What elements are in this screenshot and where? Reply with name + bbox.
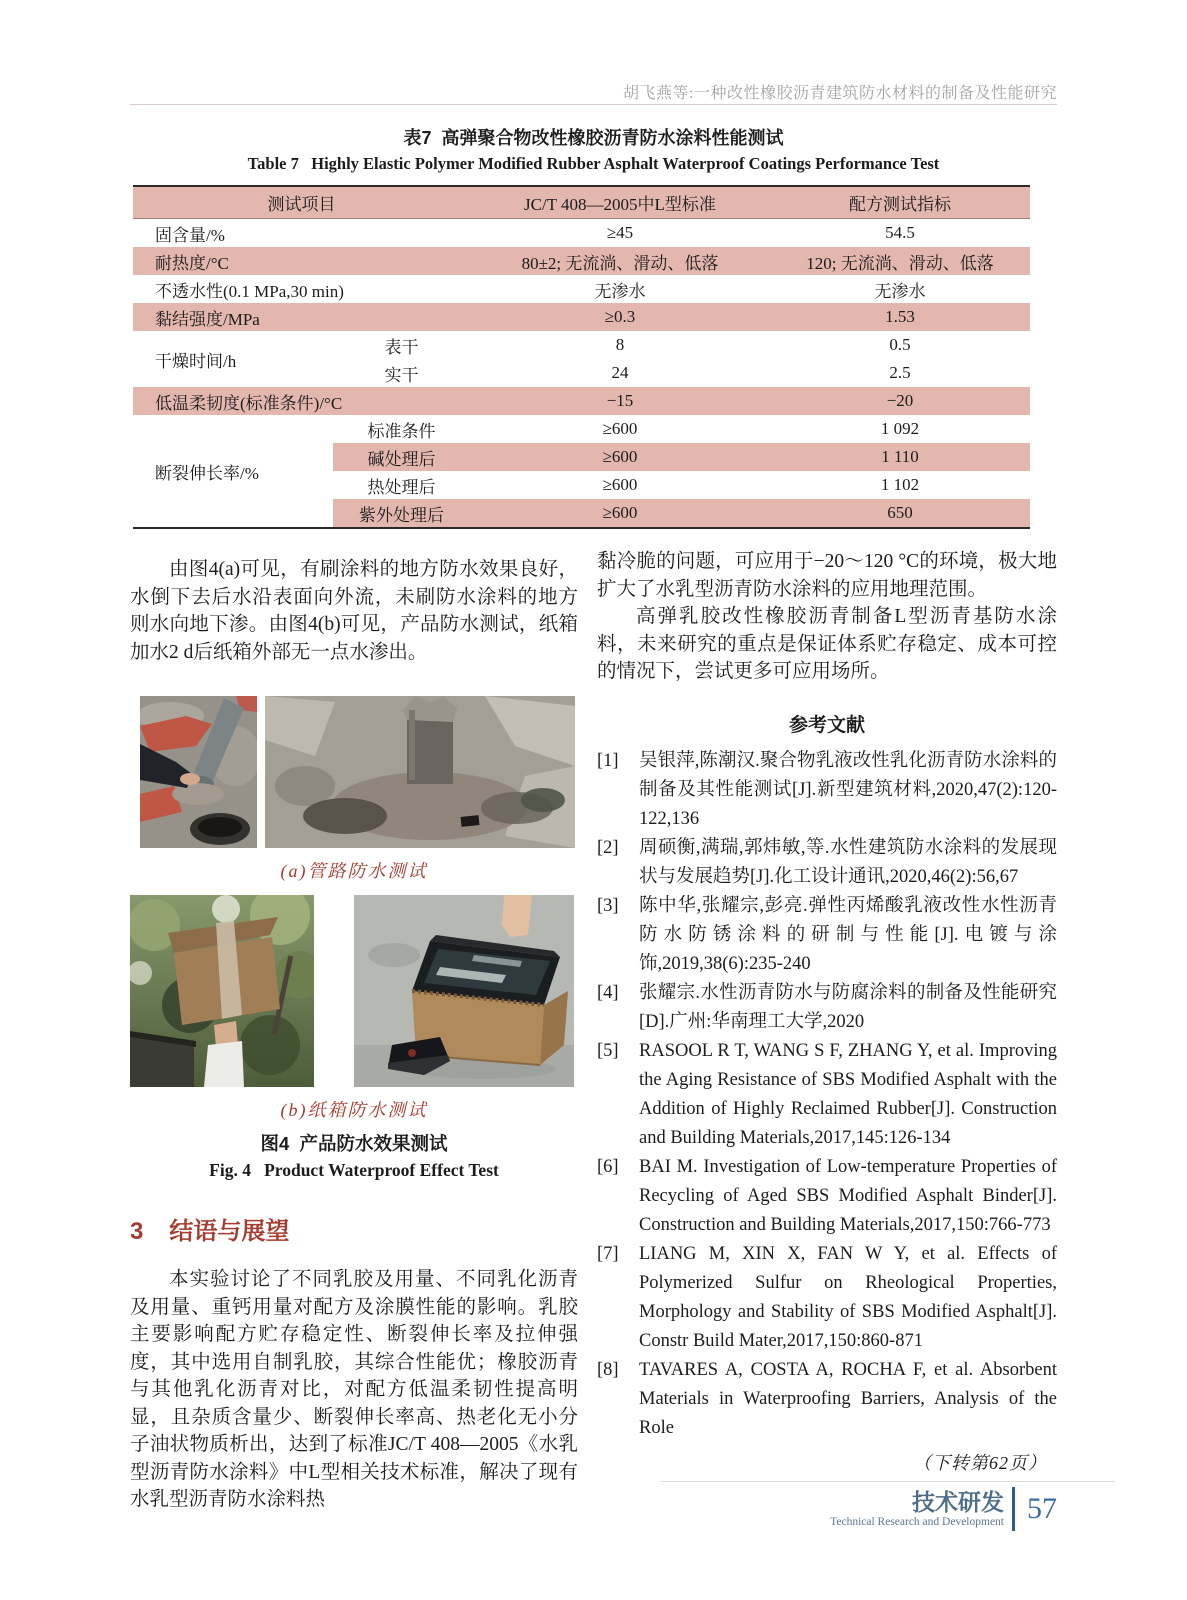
table-row: 断裂伸长率/% 标准条件 ≥600 1 092 xyxy=(155,419,920,483)
figure4-caption-en: Fig. 4 Product Waterproof Effect Test xyxy=(209,1160,499,1180)
reference-item xyxy=(597,1153,1057,1240)
photo-pipe-test-2 xyxy=(265,696,575,848)
table-header-row xyxy=(133,186,1030,219)
reference-marker: [5] xyxy=(597,1040,619,1061)
table-row: 低温柔韧度(标准条件)/°C −15 −20 xyxy=(133,387,1030,415)
right-column xyxy=(597,548,1057,1514)
col-header-item: 测试项目 xyxy=(133,186,470,219)
reference-item xyxy=(597,1240,1057,1356)
page-footer xyxy=(830,1487,1057,1531)
page-number: 57 xyxy=(1027,1492,1057,1525)
reference-marker: [6] xyxy=(597,1156,619,1177)
left-column xyxy=(130,548,578,1514)
reference-text: 吴银萍,陈潮汉.聚合物乳液改性乳化沥青防水涂料的制备及其性能测试[J].新型建筑材料,2020,47(2):120-122,136 xyxy=(639,750,1057,829)
reference-text: LIANG M, XIN X, FAN W Y, et al. Effects of Polymerized Sulfur on Rheological Properties, Morphology and Stability of SBS Modified Asphalt[J]. Constr Build Mater,2017,150:860-871 xyxy=(639,1243,1057,1351)
photo-box-test-2 xyxy=(354,895,574,1087)
footer-rule xyxy=(660,1481,1115,1482)
references-list xyxy=(597,747,1057,1443)
table-row: 耐热度/°C 80±2; 无流淌、滑动、低落 120; 无流淌、滑动、低落 xyxy=(133,247,1030,275)
running-head: 胡飞燕等:一种改性橡胶沥青建筑防水材料的制备及性能研究 xyxy=(623,85,1057,102)
reference-marker: [1] xyxy=(597,750,619,771)
header-rule xyxy=(130,104,1057,105)
footer-column-names xyxy=(830,1490,1004,1528)
continued-note: （下转第62页） xyxy=(913,1452,1047,1473)
caption-b: (b)纸箱防水测试 xyxy=(280,1100,428,1120)
section3-heading xyxy=(130,1211,578,1246)
reference-marker: [2] xyxy=(597,837,619,858)
body-paragraph: 由图4(a)可见，有刷涂料的地方防水效果良好，水倒下去后水沿表面向外流，未刷防水涂料的地方则水向地下渗。由图4(b)可见，产品防水测试，纸箱加水2 d后纸箱外部无一点水渗出。 xyxy=(130,559,578,663)
table-row: 固含量/% ≥45 54.5 xyxy=(155,223,915,245)
col-header-standard: JC/T 408—2005中L型标准 xyxy=(470,186,770,219)
reference-text: TAVARES A, COSTA A, ROCHA F, et al. Absorbent Materials in Waterproofing Barriers, Analysis of the Role xyxy=(639,1359,1057,1438)
figure4b-photos xyxy=(130,895,578,1087)
performance-table xyxy=(133,185,1030,529)
footer-divider-bar xyxy=(1012,1487,1015,1531)
reference-marker: [4] xyxy=(597,982,619,1003)
reference-item xyxy=(597,1356,1057,1443)
body-paragraph: 黏冷脆的问题，可应用于−20～120 °C的环境，极大地扩大了水乳型沥青防水涂料的应用地理范围。 xyxy=(597,551,1057,600)
figure4-caption-zh: 图4 产品防水效果测试 xyxy=(260,1133,448,1154)
table-row: 实干 24 2.5 xyxy=(384,363,911,385)
reference-marker: [7] xyxy=(597,1243,619,1264)
two-column-body xyxy=(130,548,1057,1514)
reference-item xyxy=(597,979,1057,1037)
section3-number: 3 xyxy=(130,1218,144,1245)
photo-pipe-test-1 xyxy=(140,696,257,848)
table-row: 碱处理后 ≥600 1 110 xyxy=(133,443,1030,471)
reference-marker: [3] xyxy=(597,895,619,916)
reference-text: RASOOL R T, WANG S F, ZHANG Y, et al. Improving the Aging Resistance of SBS Modified Asphalt with the Addition of Highly Reclaimed Rubber[J]. Construction and Building Materials,2017,145:126-134 xyxy=(639,1040,1057,1148)
reference-item xyxy=(597,747,1057,834)
section3-title: 结语与展望 xyxy=(169,1218,290,1245)
footer-column-en: Technical Research and Development xyxy=(830,1516,1004,1528)
table-title-zh: 表7 高弹聚合物改性橡胶沥青防水涂料性能测试 xyxy=(403,128,784,148)
footer-column-zh: 技术研发 xyxy=(912,1489,1004,1515)
reference-marker: [8] xyxy=(597,1359,619,1380)
references-heading: 参考文献 xyxy=(788,714,865,736)
reference-item xyxy=(597,834,1057,892)
reference-text: 周硕衡,满瑞,郭炜敏,等.水性建筑防水涂料的发展现状与发展趋势[J].化工设计通讯,2020,46(2):56,67 xyxy=(639,837,1057,887)
table-row: 干燥时间/h 表干 8 0.5 xyxy=(155,335,911,371)
reference-item xyxy=(597,1037,1057,1153)
photo-box-test-1 xyxy=(130,895,314,1087)
section3-paragraph: 本实验讨论了不同乳胶及用量、不同乳化沥青及用量、重钙用量对配方及涂膜性能的影响。乳胶主要影响配方贮存稳定性、断裂伸长率及拉伸强度，其中选用自制乳胶，其综合性能优；橡胶沥青与其他乳化沥青对比，对配方低温柔韧性提高明显，且杂质含量少、断裂伸长率高、热老化无小分子油状物质析出，达到了标准JC/T 408—2005《水乳型沥青防水涂料》中L型相关技术标准，解决了现有水乳型沥青防水涂料热 xyxy=(130,1269,578,1510)
table-row: 紫外处理后 ≥600 650 xyxy=(133,499,1030,528)
reference-item xyxy=(597,892,1057,979)
table-row: 热处理后 ≥600 1 102 xyxy=(367,475,920,497)
table-row: 不透水性(0.1 MPa,30 min) 无渗水 无渗水 xyxy=(155,281,926,301)
caption-a: (a)管路防水测试 xyxy=(280,861,428,881)
table-title-en: Table 7 Highly Elastic Polymer Modified Rubber Asphalt Waterproof Coatings Performance Test xyxy=(247,154,940,173)
reference-text: 陈中华,张耀宗,彭亮.弹性丙烯酸乳液改性水性沥青防水防锈涂料的研制与性能[J].电镀与涂饰,2019,38(6):235-240 xyxy=(639,895,1057,974)
reference-text: 张耀宗.水性沥青防水与防腐涂料的制备及性能研究[D].广州:华南理工大学,2020 xyxy=(639,982,1057,1032)
reference-text: BAI M. Investigation of Low-temperature Properties of Recycling of Aged SBS Modified Asphalt Binder[J]. Construction and Building Materials,2017,150:766-773 xyxy=(639,1156,1057,1235)
figure4a-photos xyxy=(140,696,578,848)
table-row: 黏结强度/MPa ≥0.3 1.53 xyxy=(133,303,1030,331)
col-header-result: 配方测试指标 xyxy=(770,186,1030,219)
body-paragraph: 高弹乳胶改性橡胶沥青制备L型沥青基防水涂料，未来研究的重点是保证体系贮存稳定、成本可控的情况下，尝试更多可应用场所。 xyxy=(597,606,1057,682)
